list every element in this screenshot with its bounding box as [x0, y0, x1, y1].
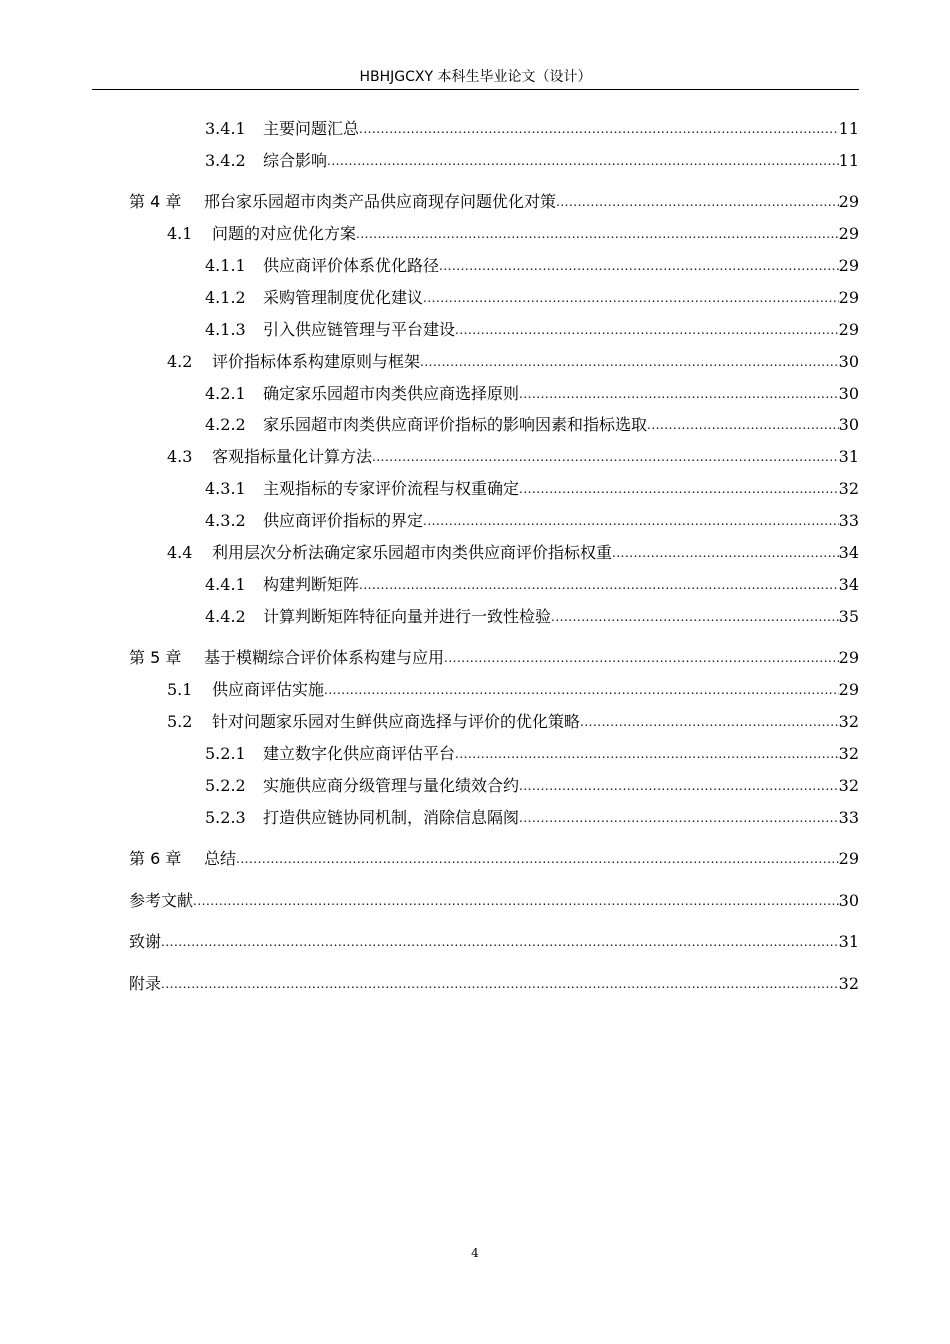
toc-entry-title: 供应商评估实施 — [212, 680, 325, 699]
toc-entry-title: 打造供应链协同机制，消除信息隔阂 — [263, 808, 520, 827]
toc-entry[interactable] — [129, 382, 859, 406]
toc-dot-leader — [327, 152, 839, 170]
toc-entry-title: 总结 — [204, 849, 237, 868]
toc-dot-leader — [556, 193, 839, 211]
toc-entry[interactable] — [129, 541, 859, 565]
toc-dot-leader — [420, 353, 839, 371]
toc-entry-number: 4.3.2 — [205, 511, 246, 530]
toc-entry[interactable] — [129, 774, 859, 798]
toc-entry[interactable] — [129, 413, 859, 437]
toc-entry[interactable] — [129, 930, 859, 954]
toc-entry-title: 客观指标量化计算方法 — [212, 447, 373, 466]
toc-entry-page: 34 — [838, 543, 859, 562]
toc-entry-title: 供应商评价指标的界定 — [263, 511, 424, 530]
toc-dot-leader — [612, 544, 839, 562]
toc-dot-leader — [372, 448, 839, 466]
toc-entry-number: 5.2.3 — [205, 808, 246, 827]
toc-entry-number: 5.2.2 — [205, 776, 246, 795]
toc-entry-page: 32 — [838, 712, 859, 731]
toc-entry-number: 4.2.2 — [205, 415, 246, 434]
toc-entry-number: 第 5 章 — [129, 648, 182, 667]
toc-entry[interactable] — [129, 605, 859, 629]
toc-entry-number: 4.3 — [167, 447, 193, 466]
toc-entry-page: 33 — [838, 511, 859, 530]
toc-entry[interactable] — [129, 190, 859, 214]
toc-entry-title: 供应商评价体系优化路径 — [263, 256, 440, 275]
toc-entry-page: 29 — [838, 224, 859, 243]
toc-entry-number: 4.1.1 — [205, 256, 246, 275]
toc-entry[interactable] — [129, 678, 859, 702]
toc-dot-leader — [324, 681, 839, 699]
toc-entry-number: 4.1.3 — [205, 320, 246, 339]
toc-entry-page: 35 — [838, 607, 859, 626]
toc-entry-title: 家乐园超市肉类供应商评价指标的影响因素和指标选取 — [263, 415, 648, 434]
toc-dot-leader — [519, 809, 839, 827]
toc-entry-number: 4.2 — [167, 352, 193, 371]
toc-entry-page: 29 — [838, 849, 859, 868]
toc-entry-page: 34 — [838, 575, 859, 594]
toc-entry-title: 评价指标体系构建原则与框架 — [212, 352, 421, 371]
toc-entry-number: 4.4 — [167, 543, 193, 562]
toc-entry-page: 32 — [838, 479, 859, 498]
toc-entry-title: 参考文献 — [129, 891, 194, 910]
toc-entry-page: 11 — [838, 119, 859, 138]
header-divider — [92, 89, 859, 90]
toc-entry[interactable] — [129, 742, 859, 766]
toc-entry-page: 31 — [838, 447, 859, 466]
toc-dot-leader — [519, 777, 839, 795]
toc-entry[interactable] — [129, 646, 859, 670]
toc-entry-title: 基于模糊综合评价体系构建与应用 — [204, 648, 445, 667]
toc-entry-title: 问题的对应优化方案 — [212, 224, 357, 243]
toc-entry-title: 确定家乐园超市肉类供应商选择原则 — [263, 384, 520, 403]
toc-entry-title: 建立数字化供应商评估平台 — [263, 744, 456, 763]
toc-dot-leader — [161, 933, 839, 951]
toc-entry-page: 11 — [838, 151, 859, 170]
toc-entry-title: 构建判断矩阵 — [263, 575, 360, 594]
toc-entry-title: 邢台家乐园超市肉类产品供应商现存问题优化对策 — [204, 192, 557, 211]
toc-entry[interactable] — [129, 847, 859, 871]
toc-entry-number: 5.2.1 — [205, 744, 246, 763]
toc-entry-number: 4.2.1 — [205, 384, 246, 403]
toc-entry[interactable] — [129, 149, 859, 173]
toc-entry[interactable] — [129, 254, 859, 278]
toc-dot-leader — [439, 257, 839, 275]
toc-entry[interactable] — [129, 350, 859, 374]
toc-entry-page: 30 — [838, 891, 859, 910]
toc-entry-title: 主观指标的专家评价流程与权重确定 — [263, 479, 520, 498]
toc-entry-number: 第 4 章 — [129, 192, 182, 211]
toc-entry-title: 引入供应链管理与平台建设 — [263, 320, 456, 339]
toc-dot-leader — [423, 512, 839, 530]
toc-entry[interactable] — [129, 972, 859, 996]
toc-dot-leader — [359, 576, 839, 594]
toc-dot-leader — [444, 649, 839, 667]
toc-entry-page: 32 — [838, 974, 859, 993]
toc-entry[interactable] — [129, 117, 859, 141]
toc-entry-number: 4.1 — [167, 224, 193, 243]
toc-entry-title: 针对问题家乐园对生鲜供应商选择与评价的优化策略 — [212, 712, 581, 731]
toc-dot-leader — [161, 975, 839, 993]
toc-entry-title: 主要问题汇总 — [263, 119, 360, 138]
toc-entry[interactable] — [129, 806, 859, 830]
toc-dot-leader — [455, 745, 839, 763]
toc-entry-title: 附录 — [129, 974, 162, 993]
toc-entry-title: 实施供应商分级管理与量化绩效合约 — [263, 776, 520, 795]
toc-entry-title: 利用层次分析法确定家乐园超市肉类供应商评价指标权重 — [212, 543, 613, 562]
toc-entry-number: 第 6 章 — [129, 849, 182, 868]
page-number: 4 — [471, 1246, 479, 1260]
toc-entry[interactable] — [129, 509, 859, 533]
toc-entry-number: 3.4.1 — [205, 119, 246, 138]
toc-entry-page: 29 — [838, 648, 859, 667]
toc-dot-leader — [551, 608, 839, 626]
toc-entry[interactable] — [129, 889, 859, 913]
toc-entry-title: 致谢 — [129, 932, 162, 951]
toc-entry[interactable] — [129, 286, 859, 310]
toc-entry-number: 4.4.1 — [205, 575, 246, 594]
toc-dot-leader — [580, 713, 839, 731]
toc-dot-leader — [455, 321, 839, 339]
toc-entry[interactable] — [129, 477, 859, 501]
toc-entry-page: 29 — [838, 192, 859, 211]
toc-entry-page: 32 — [838, 776, 859, 795]
toc-dot-leader — [359, 120, 839, 138]
toc-dot-leader — [647, 416, 839, 434]
toc-entry-page: 33 — [838, 808, 859, 827]
toc-dot-leader — [356, 225, 839, 243]
toc-entry-page: 30 — [838, 384, 859, 403]
toc-entry[interactable] — [129, 222, 859, 246]
toc-entry[interactable] — [129, 710, 859, 734]
toc-entry-title: 采购管理制度优化建议 — [263, 288, 424, 307]
toc-dot-leader — [193, 892, 839, 910]
toc-dot-leader — [236, 850, 839, 868]
toc-dot-leader — [423, 289, 839, 307]
toc-entry[interactable] — [129, 573, 859, 597]
toc-dot-leader — [519, 480, 839, 498]
toc-entry-page: 29 — [838, 320, 859, 339]
toc-entry-page: 30 — [838, 415, 859, 434]
toc-entry-number: 5.2 — [167, 712, 193, 731]
toc-entry-page: 29 — [838, 288, 859, 307]
toc-entry-number: 3.4.2 — [205, 151, 246, 170]
toc-entry-page: 31 — [838, 932, 859, 951]
toc-entry-number: 4.1.2 — [205, 288, 246, 307]
toc-entry[interactable] — [129, 445, 859, 469]
toc-entry-page: 29 — [838, 680, 859, 699]
toc-entry-title: 综合影响 — [263, 151, 328, 170]
toc-entry-number: 4.3.1 — [205, 479, 246, 498]
toc-entry-number: 5.1 — [167, 680, 193, 699]
page-header: HBHJGCXY 本科生毕业论文（设计） — [359, 69, 592, 85]
toc-entry-page: 29 — [838, 256, 859, 275]
toc-dot-leader — [519, 385, 839, 403]
toc-entry-page: 32 — [838, 744, 859, 763]
toc-entry-number: 4.4.2 — [205, 607, 246, 626]
toc-entry-page: 30 — [838, 352, 859, 371]
toc-entry[interactable] — [129, 318, 859, 342]
toc-entry-title: 计算判断矩阵特征向量并进行一致性检验 — [263, 607, 552, 626]
